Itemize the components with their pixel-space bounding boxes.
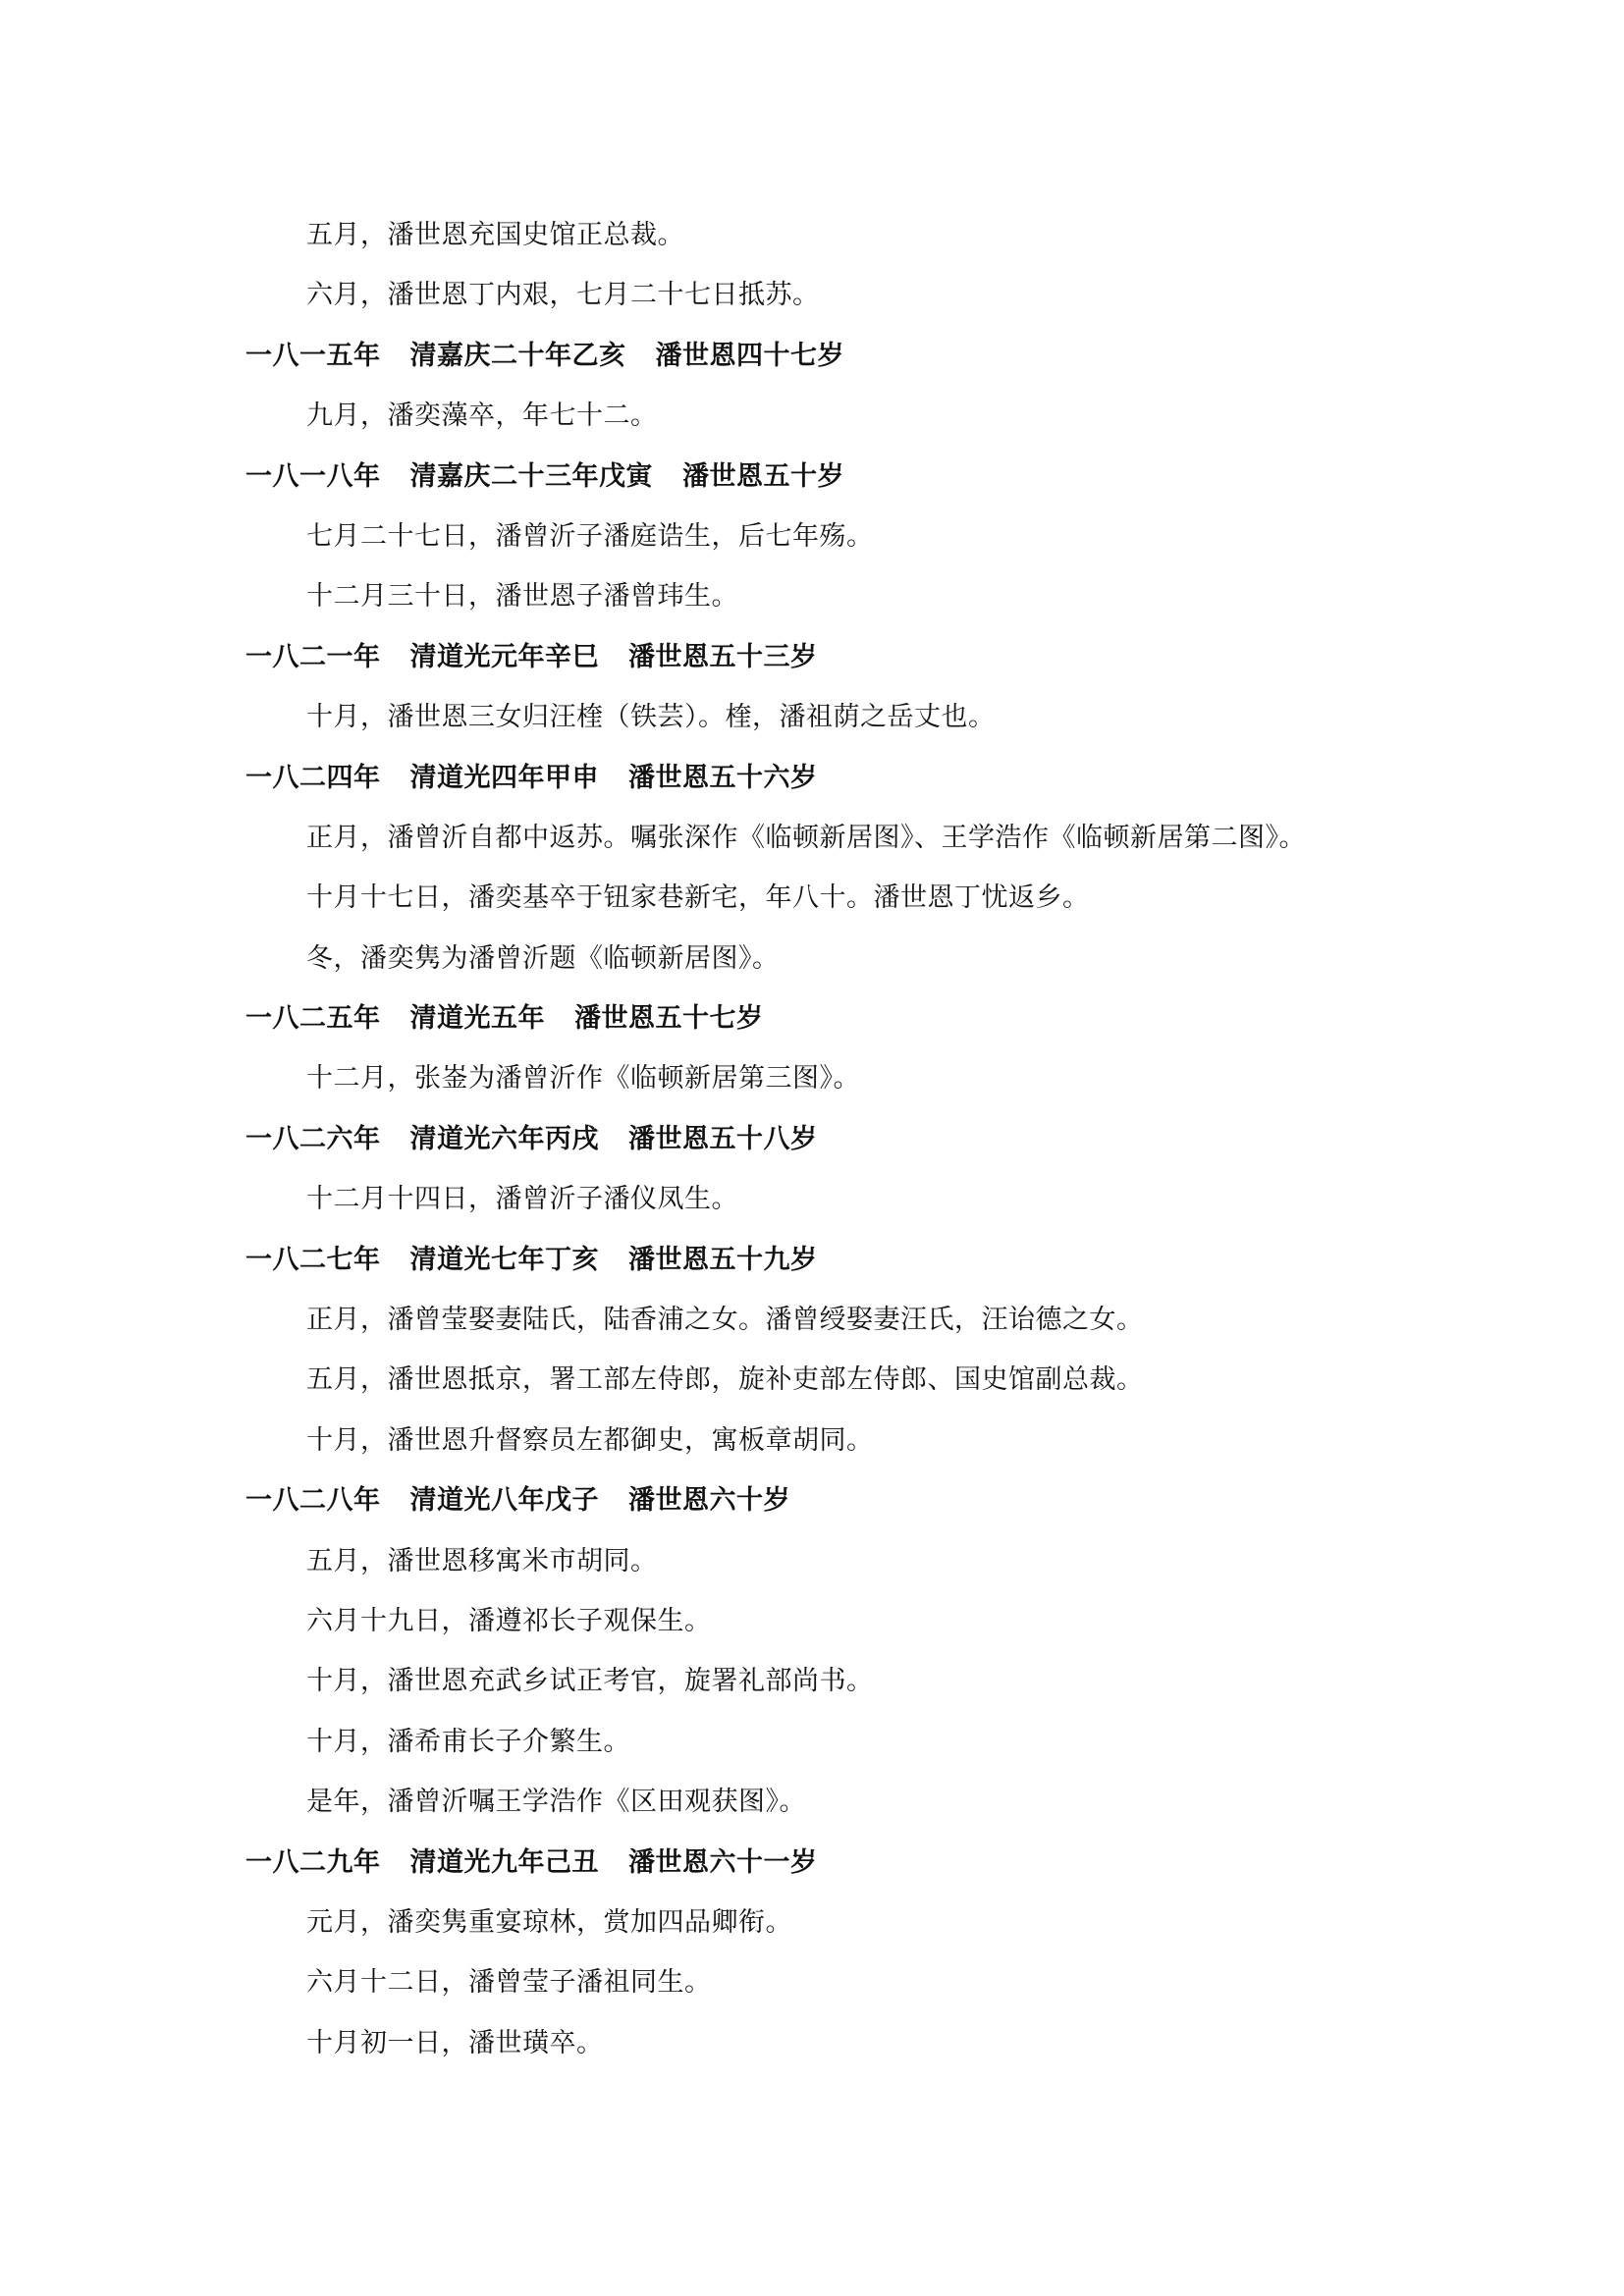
age-label: 潘世恩五十八岁	[628, 1123, 818, 1154]
entry-line: 十月初一日，潘世璜卒。	[306, 2027, 604, 2058]
age-label: 潘世恩四十七岁	[655, 340, 844, 371]
era-label: 清道光元年辛巳	[409, 641, 599, 672]
year-heading	[245, 757, 1404, 817]
year-label: 一八一八年	[245, 460, 381, 492]
year-heading	[245, 1239, 1404, 1299]
entry-line: 五月，潘世恩抵京，署工部左侍郎，旋补吏部左侍郎、国史馆副总裁。	[306, 1364, 1144, 1396]
year-label: 一八二七年	[245, 1244, 381, 1275]
age-label: 潘世恩五十九岁	[628, 1244, 818, 1275]
era-label: 清道光九年己丑	[409, 1846, 599, 1878]
era-label: 清嘉庆二十三年戊寅	[409, 460, 653, 492]
year-label: 一八二六年	[245, 1123, 381, 1154]
entry-line: 六月十九日，潘遵祁长子观保生。	[306, 1605, 712, 1636]
era-label: 清道光八年戊子	[409, 1485, 599, 1517]
entry-line: 十月，潘希甫长子介繁生。	[306, 1726, 630, 1757]
age-label: 潘世恩五十岁	[682, 460, 844, 492]
chronology-text	[245, 214, 1404, 2082]
year-label: 一八一五年	[245, 340, 381, 371]
year-heading	[245, 455, 1404, 515]
year-heading	[245, 335, 1404, 395]
entry-line: 是年，潘曾沂嘱王学浩作《区田观获图》。	[306, 1787, 806, 1818]
year-label: 一八二九年	[245, 1846, 381, 1878]
age-label: 潘世恩五十三岁	[628, 641, 818, 672]
year-heading	[245, 1842, 1404, 1901]
era-label: 清道光六年丙戌	[409, 1123, 599, 1154]
entry-line: 六月，潘世恩丁内艰，七月二十七日抵苏。	[306, 280, 820, 311]
entry-line: 十二月十四日，潘曾沂子潘仪凤生。	[306, 1184, 738, 1215]
entry-line: 元月，潘奕隽重宴琼林，赏加四品卿衔。	[306, 1906, 792, 1938]
year-label: 一八二五年	[245, 1003, 381, 1035]
entry-line: 五月，潘世恩移寓米市胡同。	[306, 1545, 658, 1576]
year-heading	[245, 997, 1404, 1057]
year-heading	[245, 1479, 1404, 1539]
era-label: 清道光五年	[409, 1003, 545, 1035]
year-label: 一八二一年	[245, 641, 381, 672]
entry-line: 十月十七日，潘奕基卒于钮家巷新宅，年八十。潘世恩丁忧返乡。	[306, 882, 1090, 914]
entry-line: 正月，潘曾莹娶妻陆氏，陆香浦之女。潘曾绶娶妻汪氏，汪诒德之女。	[306, 1305, 1144, 1336]
entry-line: 冬，潘奕隽为潘曾沂题《临顿新居图》。	[306, 942, 780, 974]
age-label: 潘世恩六十岁	[628, 1485, 790, 1517]
entry-line: 五月，潘世恩充国史馆正总裁。	[306, 220, 684, 250]
entry-line: 十月，潘世恩升督察员左都御史，寓板章胡同。	[306, 1424, 874, 1456]
entry-line: 十月，潘世恩充武乡试正考官，旋署礼部尚书。	[306, 1666, 874, 1697]
year-label: 一八二四年	[245, 762, 381, 793]
era-label: 清嘉庆二十年乙亥	[409, 340, 626, 371]
entry-line: 正月，潘曾沂自都中返苏。嘱张深作《临顿新居图》、王学浩作《临顿新居第二图》。	[306, 822, 1306, 853]
era-label: 清道光七年丁亥	[409, 1244, 599, 1275]
entry-line: 十月，潘世恩三女归汪楏（铁芸）。楏，潘祖荫之岳丈也。	[306, 702, 996, 733]
age-label: 潘世恩六十一岁	[628, 1846, 818, 1878]
year-heading	[245, 1118, 1404, 1178]
year-label: 一八二八年	[245, 1485, 381, 1517]
year-heading	[245, 636, 1404, 696]
era-label: 清道光四年甲申	[409, 762, 599, 793]
entry-line: 十二月，张崟为潘曾沂作《临顿新居第三图》。	[306, 1063, 860, 1095]
entry-line: 六月十二日，潘曾莹子潘祖同生。	[306, 1967, 712, 1999]
age-label: 潘世恩五十六岁	[628, 762, 818, 793]
entry-line: 七月二十七日，潘曾沂子潘庭诰生，后七年殇。	[306, 520, 874, 552]
entry-line: 九月，潘奕藻卒，年七十二。	[306, 400, 658, 432]
age-label: 潘世恩五十七岁	[574, 1003, 764, 1035]
entry-line: 十二月三十日，潘世恩子潘曾玮生。	[306, 581, 738, 613]
